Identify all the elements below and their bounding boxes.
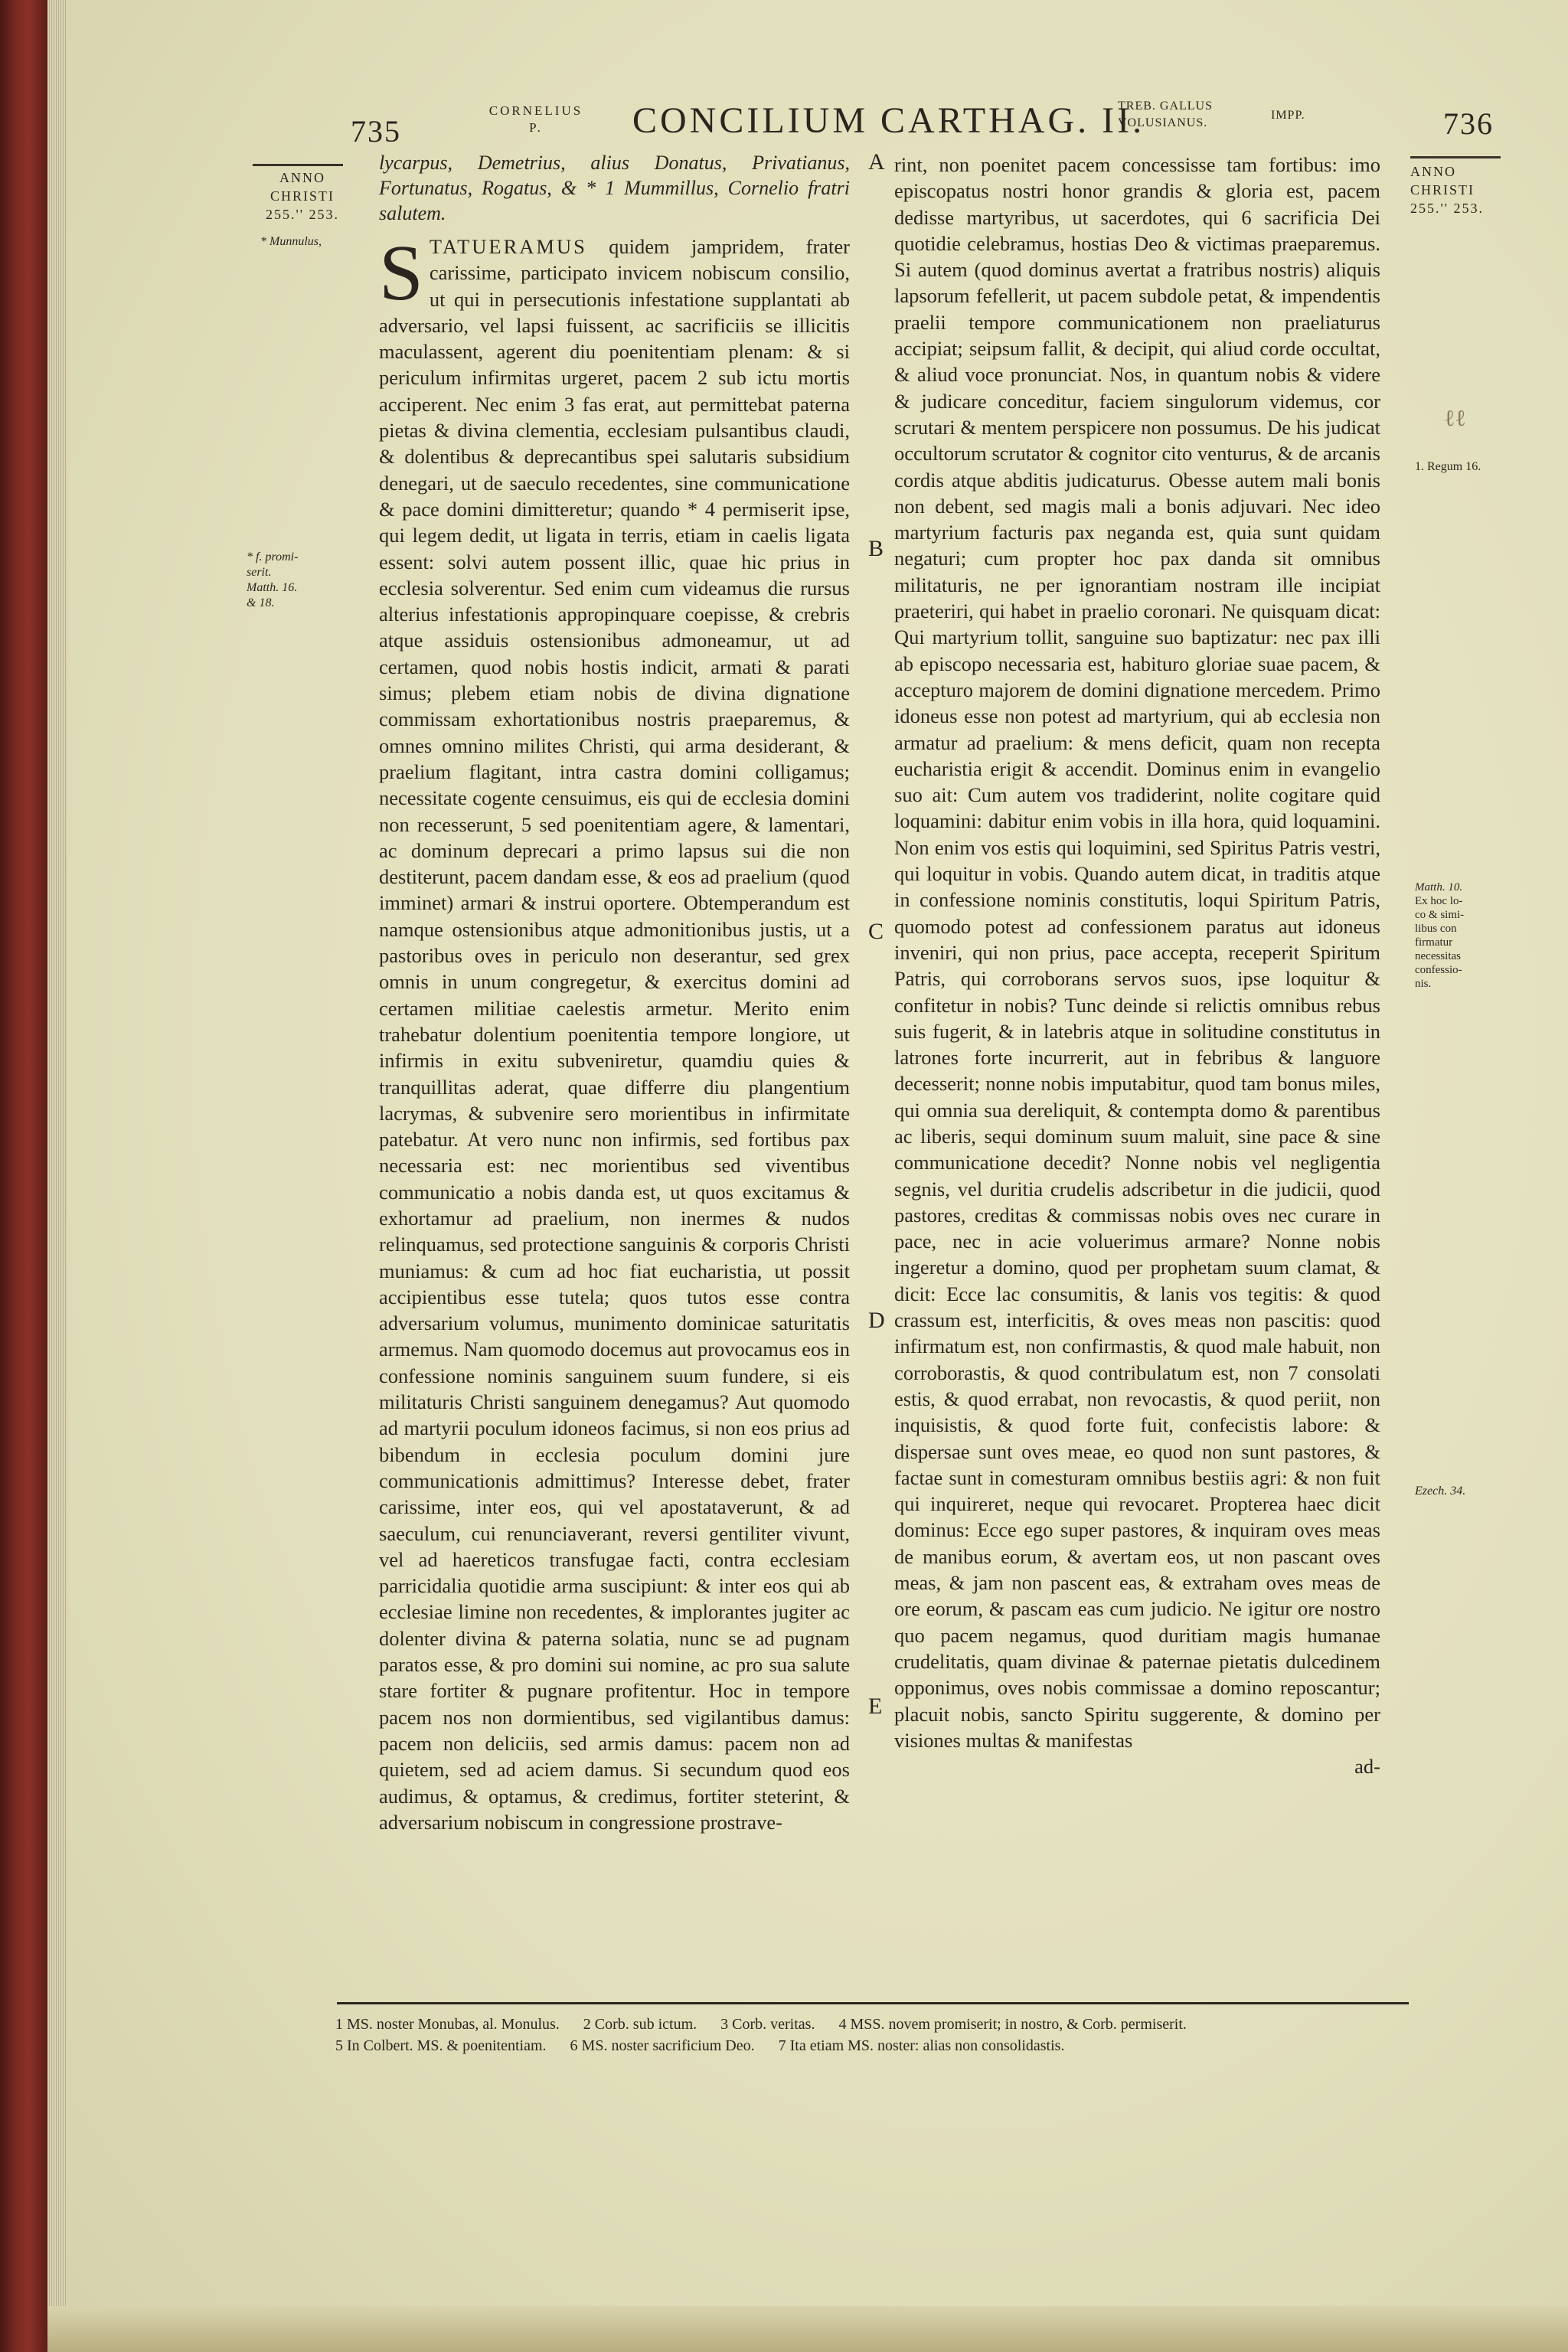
footnotes bbox=[335, 2014, 1415, 2056]
book-binding bbox=[0, 0, 47, 2352]
section-letter-a: A bbox=[868, 149, 885, 175]
salutation: lycarpus, Demetrius, alius Donatus, Privatianus, Fortunatus, Rogatus, & * 1 Mummillus, Cornelio fratri salutem. bbox=[379, 152, 850, 224]
left-page-number: 735 bbox=[351, 114, 401, 149]
margin-note-promiserit: * f. promi- serit. Matth. 16. & 18. bbox=[247, 550, 299, 609]
left-text-column bbox=[379, 150, 850, 1835]
running-head-cornelius: CORNELIUS P. bbox=[488, 103, 583, 135]
footnote-7: 7 Ita etiam MS. noster: alias non consolidastis. bbox=[778, 2037, 1065, 2054]
margin-rule-left bbox=[253, 164, 343, 166]
running-head-impp: IMPP. bbox=[1271, 109, 1305, 122]
right-text-column bbox=[894, 152, 1380, 1779]
lead-word: TATUERAMUS bbox=[429, 235, 587, 258]
margin-rule-right bbox=[1410, 156, 1501, 158]
ink-mark-icon: ℓℓ bbox=[1444, 406, 1466, 431]
running-head bbox=[0, 98, 1568, 152]
running-head-emperors: TREB. GALLUS VOLUSIANUS. bbox=[1118, 100, 1213, 129]
section-letter-d: D bbox=[868, 1308, 885, 1333]
margin-note-matthew: Matth. 10. Ex hoc lo- co & simi- libus con firmatur necessitas confessio- nis. bbox=[1415, 881, 1465, 990]
page-title: CONCILIUM CARTHAG. II. bbox=[632, 100, 1145, 141]
bottom-page-edge bbox=[47, 2306, 1568, 2352]
margin-year-left: ANNO CHRISTI 255.'' 253. bbox=[266, 170, 339, 222]
section-letter-e: E bbox=[868, 1694, 883, 1719]
catchword: ad- bbox=[1354, 1755, 1380, 1779]
margin-note-ezechiel: Ezech. 34. bbox=[1415, 1485, 1466, 1498]
margin-year-right: ANNO CHRISTI 255.'' 253. bbox=[1410, 164, 1484, 216]
page-edges bbox=[47, 0, 69, 2352]
footnote-3: 3 Corb. veritas. bbox=[720, 2016, 815, 2033]
section-letter-b: B bbox=[868, 536, 884, 561]
right-page-number: 736 bbox=[1443, 106, 1494, 141]
margin-note-munnulus: * Munnulus, bbox=[260, 235, 322, 248]
footnote-4: 4 MSS. novem promiserit; in nostro, & Corb. permiserit. bbox=[838, 2016, 1187, 2033]
section-letter-c: C bbox=[868, 919, 884, 944]
footnote-1: 1 MS. noster Monubas, al. Monulus. bbox=[335, 2016, 560, 2033]
footnote-2: 2 Corb. sub ictum. bbox=[583, 2016, 697, 2033]
margin-note-regum: 1. Regum 16. bbox=[1415, 460, 1481, 473]
footnote-5: 5 In Colbert. MS. & poenitentiam. bbox=[335, 2037, 547, 2054]
footnote-rule bbox=[337, 2002, 1409, 2004]
drop-capital: S bbox=[379, 229, 423, 317]
right-body-text: rint, non poenitet pacem concessisse tam fortibus: imo episcopatus nostri honor grandis & gloria est, pacem dedisse martyribus, ut sacerdotes, qui 6 sacrificia Dei quotidie celebramus, hostias Deo & victimas praeparemus. Si autem (quod dominus avertat a fratribus nostris) aliquis lapsorum fefellerit, ut pacem subdole petat, & impendentis praelii tempore communicationem non praeliaturus accipiat; seipsum fallit, & decipit, qui aliud corde occultat, & aliud voce pronunciat. Nos, in quantum nobis & videre & judicare conceditur, faciem singulorum videmus, cor scrutari & mentem perspicere non possumus. De his judicat occultorum scrutator & cognitor cito venturus, & de arcanis cordis atque abditis judicaturus. Obesse autem mali bonis non debent, sed magis mali a bonis adjuvari. Nec ideo martyrium facturis pax neganda est, quia sunt quidam negaturi; cum propter hoc pax danda sit omnibus militaturis, ne per ignorantiam nostram ille incipiat praeteriri, qui habet in praelio coronari. Ne quisquam dicat: Qui martyrium tollit, sanguine suo baptizatur: nec pax illi ab episcopo necessaria est, habituro gloriae suae pacem, & accepturo majorem de domini dignatione mercedem. Primo idoneus esse non potest ad martyrium, qui ab ecclesia non armatur ad praelium: & mens deficit, quam non recepta eucharistia erigit & accendit. Dominus enim in evangelio suo ait: Cum autem vos tradiderint, nolite cogitare quid loquamini: dabitur enim vobis in illa hora, quid loquamini. Non enim vos estis qui loquimini, sed Spiritus Patris vestri, qui loquitur in vobis. Quando autem dicat, in traditis atque in confessione nominis constitutis, loqui Spiritum Patris, quomodo potest ad confessionem paratus aut idoneus inveniri, qui non prius, pace accepta, receperit Spiritum Patris, qui corroborans servos suos, ipse loquitur & confitetur in nobis? Tunc deinde si relictis omnibus rebus suis fugerit, & in latebris atque in solitudine constitutus in latrones forte incurrerit, aut in febribus & languore decesserit; nonne nobis imputabitur, quod tam bonus miles, qui omnia sua dereliquit, & contempta domo & parentibus ac liberis, sequi dominum suum maluit, sine pace & sine communicatione decedit? Nonne nobis vel negligentia segnis, vel duritia crudelis adscribetur in die judicii, quod pastores, creditas & commissas nobis oves nec curare in pace, nec in acie voluerimus armare? Nonne nobis ingeretur a domino, quod per prophetam suum clamat, & dicit: Ecce lac consumitis, & lanis vos tegitis: & quod crassum est, interficitis, & oves meas non pascitis: quod infirmatum est, non confirmastis, & quod male habuit, non corroborastis, & quod contribulatum est, non 7 consolati estis, & quod errabat, non revocastis, & quod periit, non inquisistis, & quod forte fuit, confecistis labore: & dispersae sunt oves meae, eo quod non sunt pastores, & factae sunt in comesturam omnibus bestiis agri: & non fuit qui inquireret, neque qui revocaret. Propterea haec dicit dominus: Ecce ego super pastores, & inquiram oves meas de manibus eorum, & avertam eos, ut non pascant oves meas, & jam non pascent eas, & extraham oves meas de ore eorum, & pascam eas cum judicio. Ne igitur ore nostro quo pacem negamus, quod duritiam magis humanae crudelitatis, quam divinae & paternae pietatis dulcedinem opponimus, oves nobis commissae a domino reposcantur; placuit nobis, sancto Spiritu suggerente, & domino per visiones multas & manifestas bbox=[894, 153, 1380, 1752]
letter-body-left bbox=[379, 229, 850, 1835]
footnote-6: 6 MS. noster sacrificium Deo. bbox=[570, 2037, 755, 2054]
left-body-text: quidem jampridem, frater carissime, participato invicem nobiscum consilio, ut qui in persecutionis infestatione supplantati ab adversario, vel lapsi fuissent, ac sacrificiis se illicitis maculassent, agerent diu poenitentiam plenam: & si periculum infirmitas urgeret, pacem 2 sub ictu mortis acciperent. Nec enim 3 fas erat, aut permittebat paterna pietas & divina clementia, ecclesiam pulsantibus claudi, & dolentibus & deprecantibus spei salutaris subsidium denegari, ut de saeculo recedentes, sine communicatione & pace domini dimitteretur; quando * 4 permiserit ipse, qui legem dedit, ut ligata in terris, etiam in caelis ligata essent: solvi autem possent illic, quae hic prius in ecclesia solverentur. Sed enim cum videamus die rursus alterius infestationis appropinquare coepisse, & crebris atque assiduis ostensionibus admoneamur, ut ad certamen, quod nobis hostis indicit, armati & parati simus; plebem etiam nobis de divina dignatione commissam exhortationibus nostris praeparemus, & omnes omnino milites Christi, qui arma desiderant, & praelium flagitant, intra castra domini colligamus; necessitate cogente censuimus, eis qui de ecclesia domini non recesserunt, 5 sed poenitentiam agere, & lamentari, ac dominum deprecari a primo lapsus sui die non destiterunt, pacem dandam esse, & eos ad praelium (quod imminet) armari & instrui oportere. Obtemperandum est namque ostensionibus atque admonitionibus justis, ut a pastoribus oves in periculo non deserantur, sed grex omnis in unum congregetur, & exercitus domini ad certamen militiae caelestis armetur. Merito enim trahebatur dolentium poenitentia tempore longiore, ut infirmis in exitu subveniretur, quamdiu quies & tranquillitas aderat, quae differre diu plangentium lacrymas, & subvenire sero morientibus in infirmitate patebatur. At vero nunc non infirmis, sed fortibus pax necessaria est: nec morientibus sed viventibus communicatio a nobis danda est, ut quos excitamus & exhortamur ad praelium, non inermes & nudos relinquamus, sed protectione sanguinis & corporis Christi muniamus: & cum ad hoc fiat eucharistia, ut possit accipientibus esse tutela; quos tutos esse contra adversarium volumus, munimento dominicae saturitatis armemus. Nam quomodo docemus aut provocamus eos in confessione nominis sanguinem suum fundere, si eis militaturis Christi sanguinem denegamus? Aut quomodo ad martyrii poculum idoneos facimus, si non eos prius ad bibendum in ecclesia poculum domini jure communicationis admittimus? Interesse debet, frater carissime, inter eos, qui vel apostataverunt, & ad saeculum, cui renunciaverant, reversi gentiliter vivunt, vel ad haereticos transfugae facti, contra ecclesiam parricidalia quotidie arma suscipiunt: & inter eos qui ab ecclesiae limine non recedentes, & implorantes jugiter ac dolenter divina & paterna solatia, nunc se ad pugnam paratos esse, & pro domini sui nomine, ac pro sua salute stare fortiter & pugnare profitentur. Hoc in tempore pacem nos non dormientibus, sed vigilantibus damus: pacem non deliciis, sed armis damus: pacem non ad quietem, sed ad aciem damus. Si secundum quod eos audimus, & optamus, & credimus, fortiter steterint, & adversarium nobiscum in congressione prostrave- bbox=[379, 235, 850, 1834]
